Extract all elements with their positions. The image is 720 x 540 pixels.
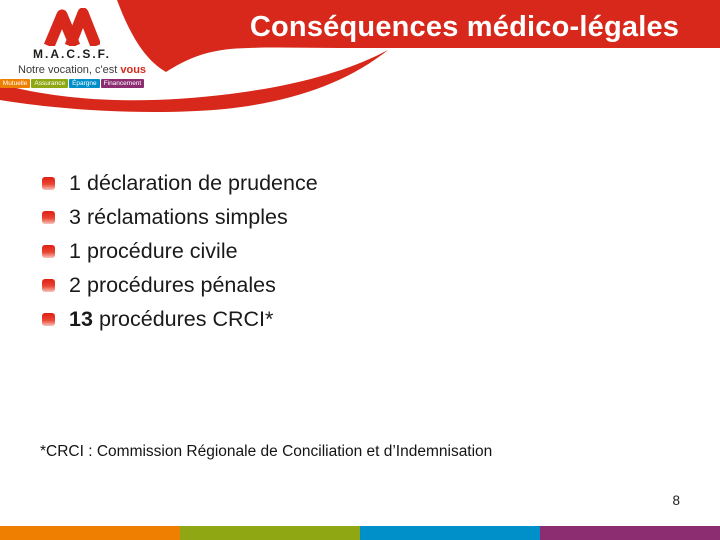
red-square-bullet-icon <box>42 313 55 326</box>
red-square-bullet-icon <box>42 211 55 224</box>
strip-item-financement: Financement <box>101 79 145 88</box>
macsf-m-icon <box>44 8 100 46</box>
strip-item-mutuelle: Mutuelle <box>0 79 30 88</box>
red-square-bullet-icon <box>42 177 55 190</box>
footer-segment-purple <box>540 526 720 540</box>
strip-item-assurance: Assurance <box>31 79 68 88</box>
bullet-text: 1 déclaration de prudence <box>69 170 318 195</box>
red-square-bullet-icon <box>42 245 55 258</box>
bullet-text: 13 procédures CRCI* <box>69 306 274 331</box>
footer-color-bar <box>0 526 720 540</box>
footer-segment-orange <box>0 526 180 540</box>
tagline-highlight: vous <box>120 64 147 76</box>
bullet-text: 2 procédures pénales <box>69 272 276 297</box>
macsf-logo <box>2 8 147 88</box>
list-item <box>42 268 318 302</box>
bullet-text: 3 réclamations simples <box>69 204 288 229</box>
page-title: Conséquences médico-légales <box>249 11 680 43</box>
bullet-text: 1 procédure civile <box>69 238 238 263</box>
red-square-bullet-icon <box>42 279 55 292</box>
footnote: *CRCI : Commission Régionale de Conciliation et d’Indemnisation <box>40 443 493 460</box>
strip-item-epargne: Épargne <box>69 79 100 88</box>
tagline-prefix: Notre vocation, c'est <box>18 64 118 76</box>
footer-segment-blue <box>360 526 540 540</box>
footer-segment-green <box>180 526 360 540</box>
brand-strip <box>2 79 142 88</box>
list-item <box>42 200 318 234</box>
list-item <box>42 166 318 200</box>
logo-acronym: M.A.C.S.F. <box>32 47 111 61</box>
bullet-list <box>42 166 318 336</box>
logo-tagline <box>18 64 147 76</box>
page-number: 8 <box>672 493 680 508</box>
list-item <box>42 234 318 268</box>
list-item <box>42 302 318 336</box>
